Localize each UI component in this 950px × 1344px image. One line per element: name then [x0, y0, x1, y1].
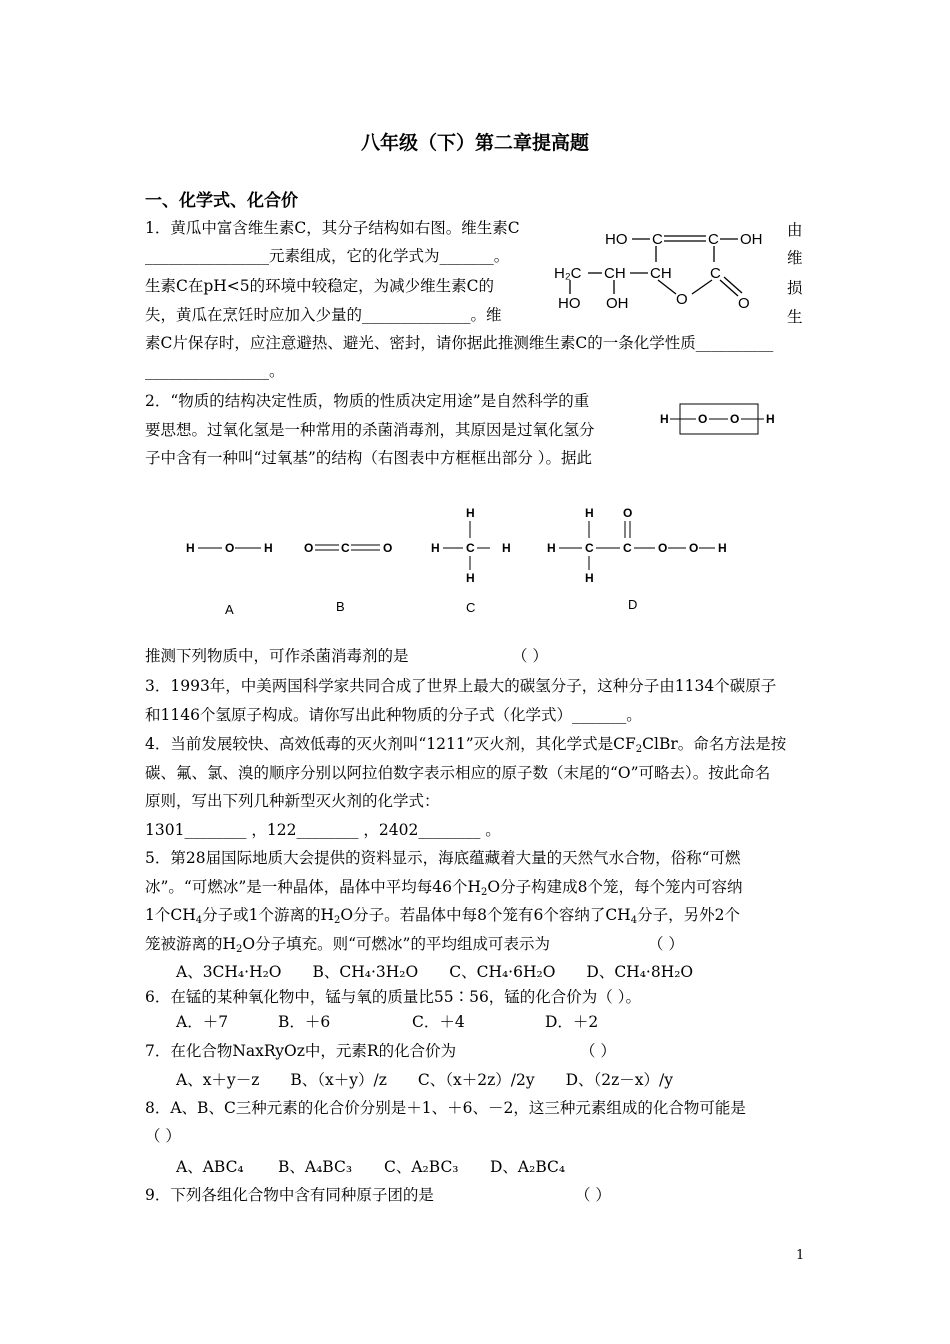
q8-line1: 8．A、B、C三种元素的化合价分别是＋1、＋6、－2，这三种元素组成的化合物可能是: [145, 1099, 746, 1117]
q4-line2: 碳、氟、氯、溴的顺序分别以阿拉伯数字表示相应的原子数（末尾的“O”可略去）。按此命名: [145, 764, 771, 782]
mol-d-o-top: O: [623, 506, 633, 520]
q8-option-a: A、ABC₄: [176, 1158, 244, 1176]
mol-b-o1: O: [304, 541, 314, 555]
vitc-c1: C: [652, 231, 663, 248]
mol-b-c: C: [341, 541, 350, 555]
q1-right4: 生: [787, 308, 803, 326]
q4-line4: 1301________ ，122________ ，2402________ 。: [145, 821, 501, 839]
q8-line2: （ ）: [145, 1127, 181, 1145]
option-c-label: C: [466, 600, 476, 615]
q1-right3: 损: [787, 279, 803, 297]
q6-option-a: A．＋7: [176, 1013, 229, 1031]
h2o2-o2: O: [730, 412, 740, 426]
q6-option-c: C．＋4: [412, 1013, 465, 1031]
mol-c-h-left: H: [431, 541, 440, 555]
vitc-ch2: CH: [650, 265, 672, 282]
q1-line6: ________________。: [145, 362, 285, 380]
mol-d-o2: O: [689, 541, 699, 555]
q1-right2: 维: [787, 249, 803, 267]
q6-option-d: D．＋2: [545, 1013, 599, 1031]
q8-option-d: D、A₂BC₄: [490, 1158, 566, 1176]
q1-right1: 由: [787, 221, 803, 239]
mol-b-o2: O: [383, 541, 393, 555]
q6-option-b: B．＋6: [278, 1013, 331, 1031]
vitc-oh1: OH: [740, 231, 763, 248]
q7-options: A、x＋y－z B、（x＋y）/z C、（x＋2z）/2y D、（2z－x）/y: [176, 1071, 674, 1089]
mol-c-c: C: [466, 541, 475, 555]
q2-answer-paren: （ ）: [512, 647, 548, 665]
mol-d-h-right: H: [718, 541, 727, 555]
q7-line1: 7．在化合物NaxRyOz中，元素R的化合价为: [145, 1042, 457, 1060]
vitc-o-ring: O: [676, 291, 688, 308]
mol-a-o: O: [225, 541, 235, 555]
mol-c-h-bottom: H: [466, 571, 475, 585]
vitc-ho1: HO: [605, 231, 628, 248]
page-number: 1: [796, 1248, 805, 1263]
option-a-label: A: [225, 602, 234, 617]
q5-line1: 5．第28届国际地质大会提供的资料显示，海底蕴藏着大量的天然气水合物，俗称“可燃: [145, 849, 741, 867]
section-heading: 一、化学式、化合价: [145, 191, 298, 211]
q5-answer-paren: （ ）: [648, 935, 684, 953]
q5-line3: 1个$CH_4$分子或1个游离的$H_2O$分子。若晶体中每8个笼有6个容纳了$CH_4$分子，另外2个: [145, 906, 740, 926]
option-d-label: D: [628, 597, 638, 612]
mol-d-o1: O: [658, 541, 668, 555]
q3-line1: 3．1993年，中美两国科学家共同合成了世界上最大的碳氢分子，这种分子由1134个碳原子: [145, 677, 777, 695]
q1-line3: 生素C在pH<5的环境中较稳定，为减少维生素C的: [145, 277, 495, 295]
q5-line2: 冰”。“可燃冰”是一种晶体，晶体中平均每46个$H_2O$分子构建成8个笼，每个笼内可容纳: [145, 878, 743, 898]
h2o2-h1: H: [660, 412, 669, 426]
q2-line4: 推测下列物质中，可作杀菌消毒剂的是: [145, 647, 409, 665]
mol-d-h-left: H: [547, 541, 556, 555]
mol-d-h-bottom: H: [585, 571, 594, 585]
h2o2-h2: H: [766, 412, 775, 426]
q5-line4: 笼被游离的$H_2O$分子填充。则“可燃冰”的平均组成可表示为: [145, 935, 550, 955]
q2-line1: 2．“物质的结构决定性质，物质的性质决定用途”是自然科学的重: [145, 392, 590, 410]
option-b-label: B: [336, 599, 345, 614]
q7-answer-paren: （ ）: [580, 1042, 616, 1060]
vitc-c3: C: [710, 265, 721, 282]
molecule-options: [180, 500, 740, 620]
q2-line3: 子中含有一种叫“过氧基”的结构（右图表中方框框出部分 ）。据此: [145, 449, 593, 467]
vitc-ho2: HO: [558, 295, 581, 312]
vitamin-c-structure: [548, 222, 778, 322]
vitc-c2: C: [708, 231, 719, 248]
mol-c-h-right: H: [502, 541, 511, 555]
h2o2-o1: O: [698, 412, 708, 426]
mol-d-c2: C: [623, 541, 632, 555]
vitc-ch1: CH: [604, 265, 626, 282]
q2-line2: 要思想。过氧化氢是一种常用的杀菌消毒剂，其原因是过氧化氢分: [145, 421, 595, 439]
q8-option-b: B、A₄BC₃: [278, 1158, 353, 1176]
q3-line2: 和1146个氢原子构成。请你写出此种物质的分子式（化学式）_______。: [145, 706, 642, 724]
q4-line3: 原则，写出下列几种新型灭火剂的化学式：: [145, 792, 440, 810]
vitc-oh2: OH: [606, 295, 629, 312]
mol-a-h2: H: [264, 541, 273, 555]
mol-c-h-top: H: [466, 506, 475, 520]
q4-line1: 4．当前发展较快、高效低毒的灭火剂叫“1211”灭火剂，其化学式是$CF_2ClBr$。命名方法是按: [145, 735, 787, 755]
vitc-o-carbonyl: O: [738, 295, 750, 312]
q8-option-c: C、A₂BC₃: [384, 1158, 459, 1176]
q6-line1: 6．在锰的某种氧化物中，锰与氧的质量比55∶56，锰的化合价为（ ）。: [145, 988, 641, 1006]
mol-d-c1: C: [585, 541, 594, 555]
mol-d-h-top: H: [585, 506, 594, 520]
q1-line1: 1．黄瓜中富含维生素C，其分子结构如右图。维生素C: [145, 219, 520, 237]
page-title: 八年级（下）第二章提高题: [360, 132, 589, 154]
mol-a-h1: H: [186, 541, 195, 555]
q1-line4: 失，黄瓜在烹饪时应加入少量的______________。维: [145, 306, 502, 324]
q1-line2: ________________元素组成，它的化学式为_______。: [145, 247, 510, 265]
hydrogen-peroxide-structure: [656, 402, 786, 436]
q5-options: A、3CH₄·H₂O B、CH₄·3H₂O C、CH₄·6H₂O D、CH₄·8H₂O: [176, 963, 694, 981]
vitc-h2c: H₂C: [554, 265, 582, 282]
q9-line1: 9．下列各组化合物中含有同种原子团的是: [145, 1186, 434, 1204]
q1-line5: 素C片保存时，应注意避热、避光、密封，请你据此推测维生素C的一条化学性质__________: [145, 334, 774, 352]
q9-answer-paren: （ ）: [575, 1186, 611, 1204]
